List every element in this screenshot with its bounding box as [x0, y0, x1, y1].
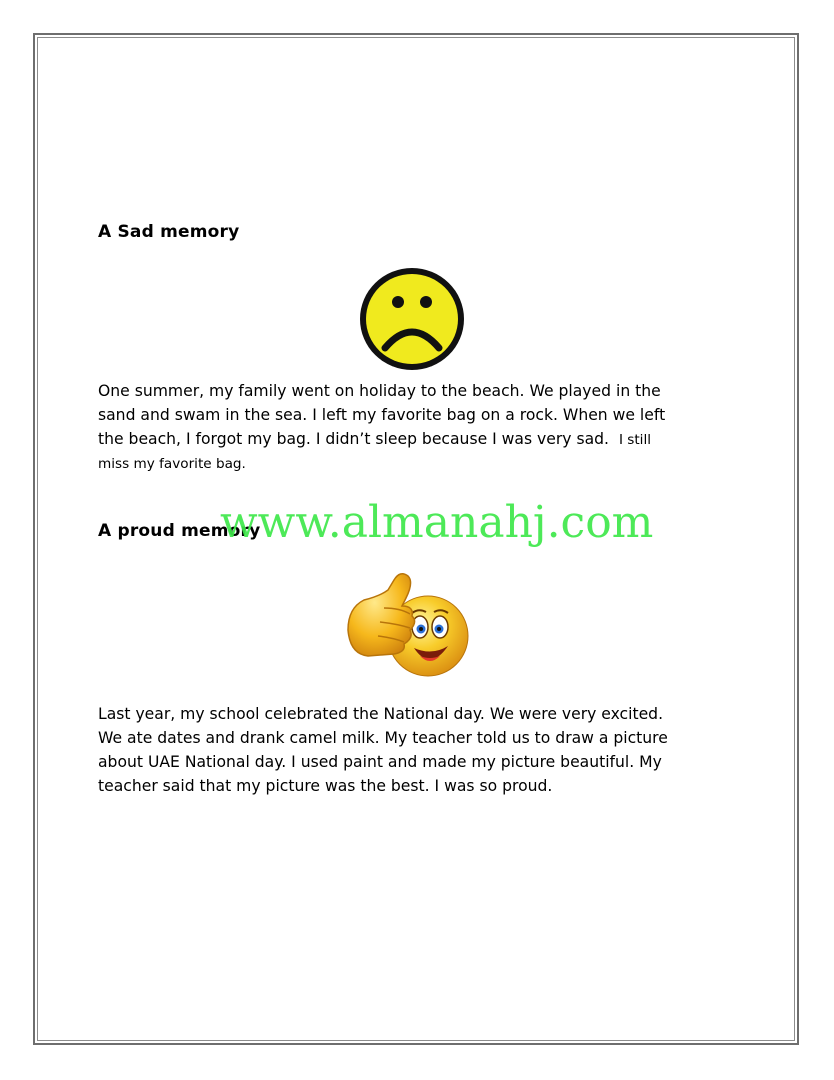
text-line-part: I still: [618, 432, 652, 448]
text-line: One summer, my family went on holiday to the beach. We played in the: [98, 382, 661, 400]
watermark: www.almanahj.com: [220, 497, 654, 548]
text-line: sand and swam in the sea. I left my favorite bag on a rock. When we left: [98, 406, 666, 424]
sad-memory-heading: A Sad memory: [98, 222, 240, 242]
text-line: We ate dates and drank camel milk. My teacher told us to draw a picture: [98, 729, 668, 747]
sad-memory-paragraph: [98, 379, 668, 476]
proud-memory-heading: A proud memory: [98, 521, 261, 541]
text-line: Last year, my school celebrated the National day. We were very excited.: [98, 705, 664, 723]
thumbs-up-smiley-icon: [344, 564, 472, 684]
sad-face-icon: [357, 266, 467, 372]
text-line: miss my favorite bag.: [98, 456, 246, 472]
proud-memory-paragraph: [98, 702, 668, 798]
text-line: [98, 427, 668, 452]
text-line-part: the beach, I forgot my bag. I didn’t sleep because I was very sad.: [98, 430, 610, 448]
text-line: about UAE National day. I used paint and made my picture beautiful. My: [98, 753, 662, 771]
text-line: teacher said that my picture was the best. I was so proud.: [98, 777, 553, 795]
